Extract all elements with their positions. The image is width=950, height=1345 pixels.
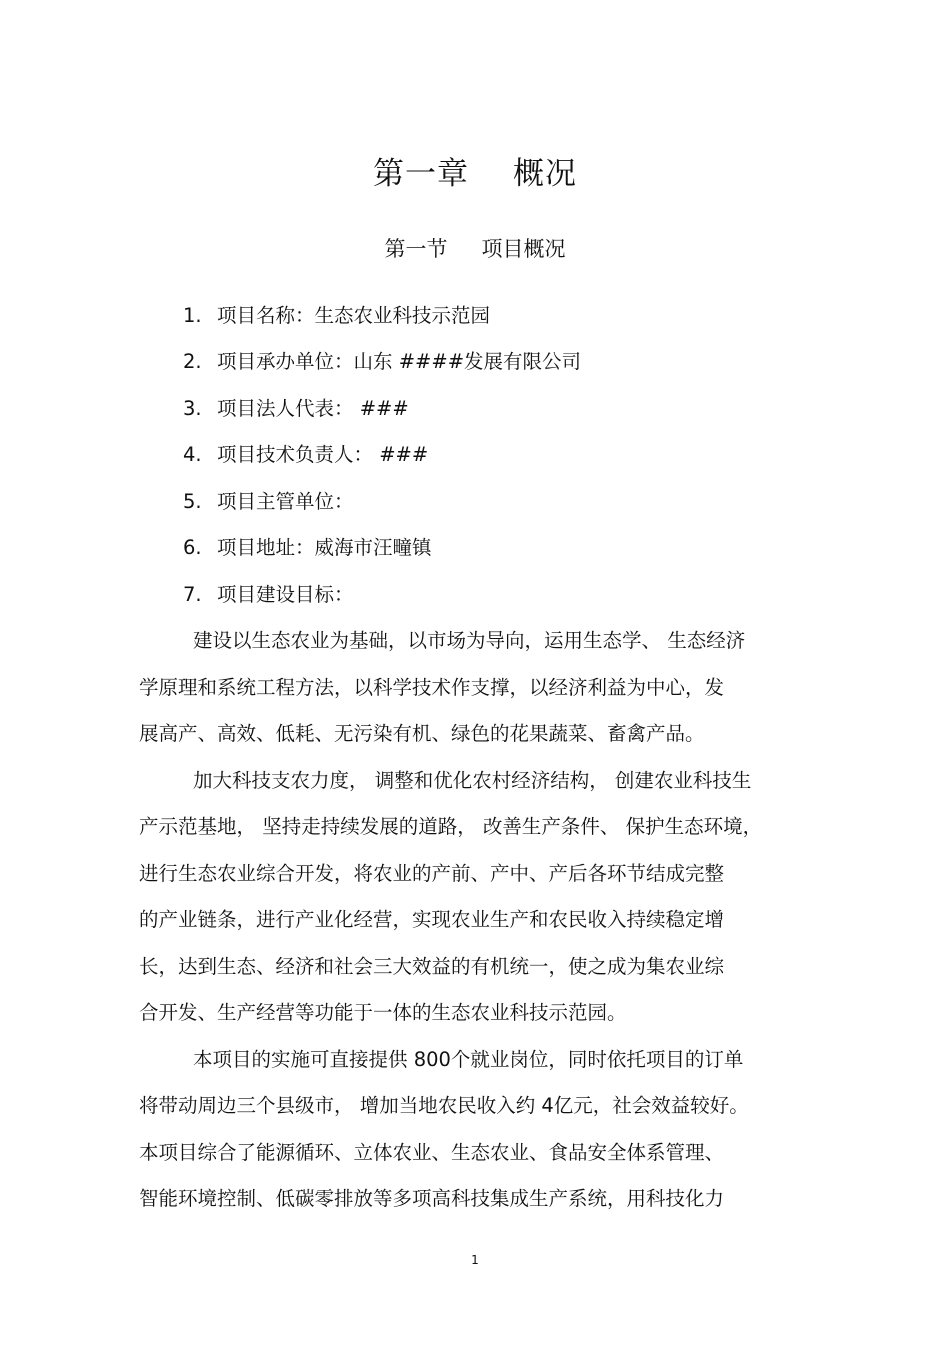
paragraph-line: 学原理和系统工程方法，以科学技术作支撑，以经济利益为中心，发: [139, 676, 725, 699]
paragraph-line: 展高产、高效、低耗、无污染有机、绿色的花果蔬菜、畜禽产品。: [139, 722, 705, 745]
paragraph-line: 的产业链条，进行产业化经营，实现农业生产和农民收入持续稳定增: [139, 908, 725, 931]
chapter-title: [0, 152, 950, 196]
section-name: 项目概况: [481, 237, 566, 261]
paragraph-line: 加大科技支农力度， 调整和优化农村经济结构， 创建农业科技生: [193, 769, 752, 792]
list-item: 2. 项目承办单位：山东 ####发展有限公司: [183, 350, 582, 373]
page-number: 1: [471, 1253, 479, 1267]
chapter-label: 第一章: [373, 156, 469, 192]
list-item: 7. 项目建设目标：: [183, 583, 354, 606]
paragraph-line: 建设以生态农业为基础，以市场为导向，运用生态学、 生态经济: [193, 629, 746, 652]
paragraph-line: 产示范基地， 坚持走持续发展的道路， 改善生产条件、 保护生态环境，: [139, 815, 763, 838]
list-item: 6. 项目地址：威海市汪疃镇: [183, 536, 432, 559]
paragraph-line: 将带动周边三个县级市， 增加当地农民收入约 4亿元，社会效益较好。: [139, 1094, 749, 1117]
list-item: 5. 项目主管单位：: [183, 490, 354, 513]
section-title: [0, 234, 950, 264]
section-label: 第一节: [384, 237, 448, 261]
paragraph-line: 本项目综合了能源循环、立体农业、生态农业、食品安全体系管理、: [139, 1141, 725, 1164]
paragraph-line: 进行生态农业综合开发，将农业的产前、产中、产后各环节结成完整: [139, 862, 725, 885]
list-item: 4. 项目技术负责人： ###: [183, 443, 429, 466]
paragraph-line: 长，达到生态、经济和社会三大效益的有机统一，使之成为集农业综: [139, 955, 725, 978]
list-item: 1. 项目名称：生态农业科技示范园: [183, 304, 491, 327]
paragraph-line: 智能环境控制、低碳零排放等多项高科技集成生产系统，用科技化力: [139, 1187, 725, 1210]
list-item: 3. 项目法人代表： ###: [183, 397, 409, 420]
paragraph-line: 合开发、生产经营等功能于一体的生态农业科技示范园。: [139, 1001, 627, 1024]
paragraph-line: 本项目的实施可直接提供 800个就业岗位，同时依托项目的订单: [193, 1048, 744, 1071]
chapter-name: 概况: [513, 156, 577, 192]
